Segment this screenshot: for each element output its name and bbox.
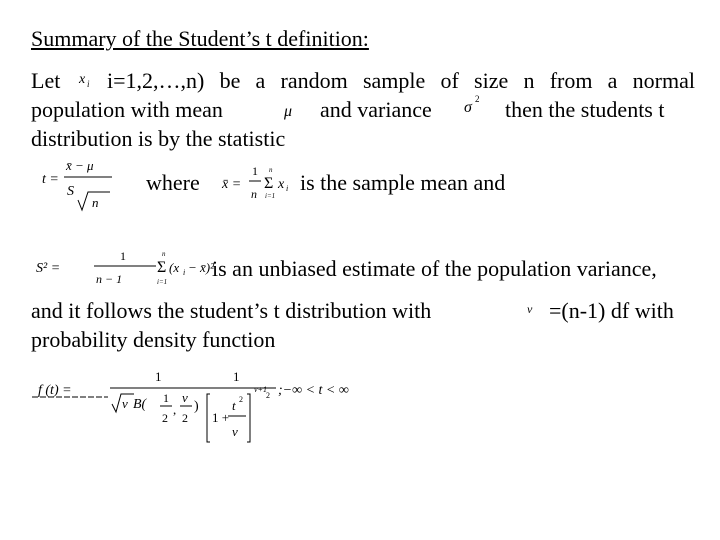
svg-text:2: 2	[266, 391, 270, 400]
nu-symbol	[525, 298, 545, 322]
sigma-squared-symbol	[462, 92, 492, 120]
line6-df-text: =(n-1) df with	[549, 298, 674, 323]
svg-text:2: 2	[162, 411, 168, 425]
sample-variance-formula	[34, 248, 215, 290]
svg-text:(x: (x	[169, 260, 180, 275]
svg-text:S² =: S² =	[36, 261, 61, 276]
t-statistic-formula	[38, 158, 118, 216]
svg-text:μ: μ	[284, 103, 293, 120]
svg-text:x: x	[278, 177, 285, 192]
svg-text:2: 2	[475, 94, 480, 104]
svg-text:1 +: 1 +	[212, 410, 230, 425]
svg-text:x: x	[79, 72, 86, 87]
svg-text:S: S	[67, 184, 74, 199]
svg-text:f (t) =: f (t) =	[38, 383, 72, 398]
svg-text:ν: ν	[527, 302, 533, 316]
svg-text:t =: t =	[42, 172, 59, 187]
svg-text:1: 1	[252, 164, 258, 178]
svg-text:n: n	[162, 250, 166, 258]
line2-population: population with mean	[31, 97, 223, 122]
sample-mean-formula	[222, 162, 302, 212]
pdf-formula	[30, 364, 370, 446]
line6-text: and it follows the student’s t distribution with	[31, 298, 432, 323]
svg-text:B(: B(	[133, 397, 147, 412]
sample-mean-text: is the sample mean and	[300, 170, 506, 195]
svg-text:Σ: Σ	[157, 259, 167, 276]
line2-variance-label: and variance	[320, 97, 432, 122]
svg-text:Σ: Σ	[264, 175, 274, 192]
svg-text:x̄ =: x̄ =	[222, 177, 242, 192]
svg-text:): )	[194, 399, 199, 414]
svg-text:i=1: i=1	[265, 192, 276, 200]
svg-text:1: 1	[155, 369, 162, 384]
svg-text:i: i	[183, 268, 186, 277]
svg-text:i: i	[87, 79, 90, 89]
line2-then: then the students t	[505, 97, 665, 122]
unbiased-estimate-text: is an unbiased estimate of the population variance,	[212, 256, 657, 281]
svg-text:− x̄)²: − x̄)²	[188, 260, 215, 275]
svg-text:ν+1: ν+1	[254, 385, 267, 394]
svg-text:n: n	[92, 195, 99, 210]
line1-let: Let	[31, 68, 61, 93]
svg-text:n: n	[251, 187, 257, 201]
line1-text: i=1,2,…,n) be a random sample of size n from a normal	[107, 68, 695, 93]
svg-text:2: 2	[239, 395, 243, 404]
svg-text:;−∞ < t < ∞: ;−∞ < t < ∞	[278, 383, 349, 398]
line3-text: distribution is by the statistic	[31, 126, 286, 151]
svg-text:1: 1	[163, 391, 169, 405]
mu-symbol	[282, 96, 304, 124]
svg-text:i: i	[286, 184, 289, 193]
svg-text:n − 1: n − 1	[96, 272, 123, 286]
svg-text:1: 1	[233, 369, 240, 384]
svg-text:n: n	[269, 166, 273, 174]
svg-text:1: 1	[120, 249, 126, 263]
svg-text:,: ,	[173, 402, 177, 417]
svg-text:x̄ − μ: x̄ − μ	[66, 158, 94, 173]
slide-title: Summary of the Student’s t definition:	[31, 26, 369, 51]
svg-text:i=1: i=1	[157, 278, 168, 286]
svg-text:ν: ν	[122, 396, 128, 411]
xi-symbol	[78, 66, 100, 94]
svg-text:ν: ν	[232, 424, 238, 439]
svg-text:σ: σ	[464, 99, 472, 116]
svg-text:t: t	[232, 398, 236, 413]
where-label: where	[146, 170, 200, 195]
svg-text:2: 2	[182, 411, 188, 425]
line7-text: probability density function	[31, 327, 276, 352]
svg-text:ν: ν	[182, 390, 188, 405]
